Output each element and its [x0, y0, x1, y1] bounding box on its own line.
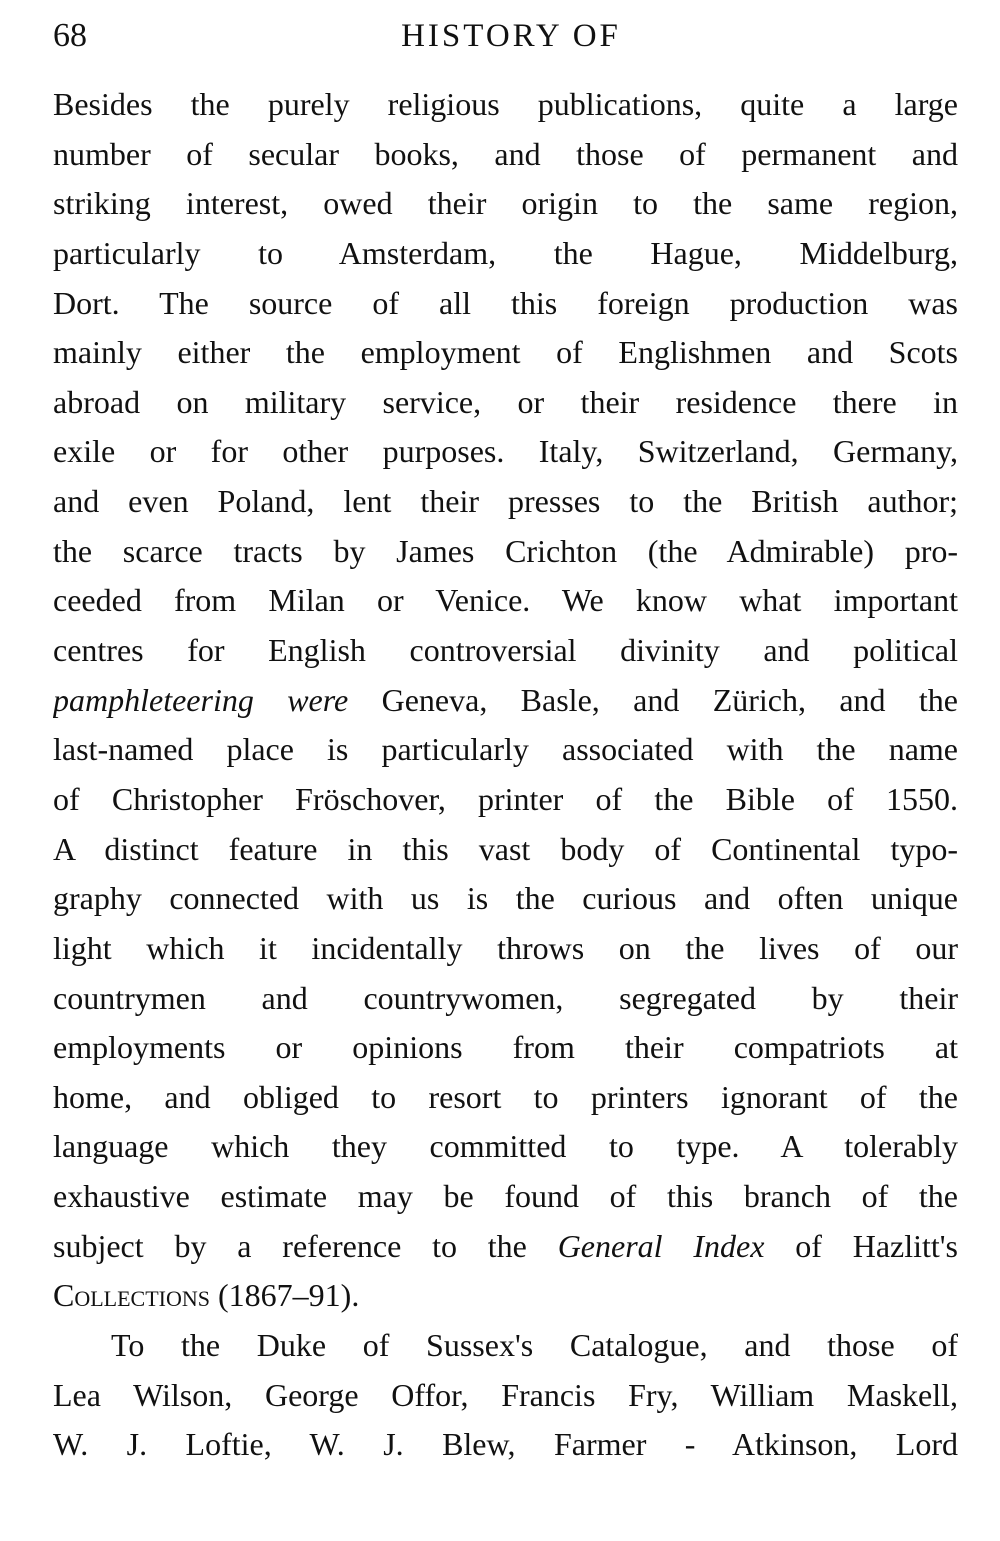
text-line: countrymen and countrywomen, segregated by their	[53, 979, 958, 1016]
text-line	[53, 1271, 958, 1321]
text-line: abroad on military service, or their residence there in	[53, 383, 958, 420]
smallcaps-title: Collections	[53, 1277, 210, 1314]
text-line: exhaustive estimate may be found of this branch of the	[53, 1178, 958, 1215]
text-line: language which they committed to type. A tolerably	[53, 1128, 958, 1165]
text-span: (1867–91).	[210, 1277, 360, 1314]
text-span: Geneva, Basle, and Zürich, and the	[348, 681, 958, 718]
text-line	[53, 1222, 958, 1272]
text-line: home, and obliged to resort to printers ignorant of the	[53, 1078, 958, 1115]
text-line: A distinct feature in this vast body of Continental typo-	[53, 830, 958, 867]
text-line: last-named place is particularly associated with the name	[53, 731, 958, 768]
text-line: centres for English controversial divinity and political	[53, 632, 958, 669]
text-line: Lea Wilson, George Offor, Francis Fry, William Maskell,	[53, 1376, 958, 1413]
running-title: HISTORY OF	[401, 18, 621, 54]
text-line: Dort. The source of all this foreign production was	[53, 284, 958, 321]
text-line: striking interest, owed their origin to the same region,	[53, 185, 958, 222]
text-line: Besides the purely religious publications, quite a large	[53, 86, 958, 122]
text-span: subject by a reference to the	[53, 1227, 558, 1264]
page-number: 68	[53, 17, 87, 54]
body-text	[53, 80, 958, 1470]
text-span: of Hazlitt's	[764, 1227, 958, 1264]
text-line: employments or opinions from their compatriots at	[53, 1029, 958, 1066]
text-line	[53, 676, 958, 726]
text-line: ceeded from Milan or Venice. We know what important	[53, 582, 958, 619]
text-line: of Christopher Fröschover, printer of the Bible of 1550.	[53, 780, 958, 817]
text-line: mainly either the employment of Englishmen and Scots	[53, 334, 958, 371]
text-line: W. J. Loftie, W. J. Blew, Farmer - Atkinson, Lord	[53, 1426, 958, 1463]
text-line: exile or for other purposes. Italy, Switzerland, Germany,	[53, 433, 958, 470]
text-line: graphy connected with us is the curious and often unique	[53, 880, 958, 917]
text-line: number of secular books, and those of permanent and	[53, 135, 958, 172]
text-line: To the Duke of Sussex's Catalogue, and those of	[111, 1327, 958, 1364]
text-line: and even Poland, lent their presses to the British author;	[53, 483, 958, 520]
text-line: the scarce tracts by James Crichton (the Admirable) pro-	[53, 532, 958, 569]
italic-title: General Index	[557, 1227, 765, 1264]
text-line: particularly to Amsterdam, the Hague, Middelburg,	[53, 234, 958, 271]
italic-text: pamphleteering were	[53, 681, 349, 718]
text-line: light which it incidentally throws on the lives of our	[53, 929, 958, 966]
